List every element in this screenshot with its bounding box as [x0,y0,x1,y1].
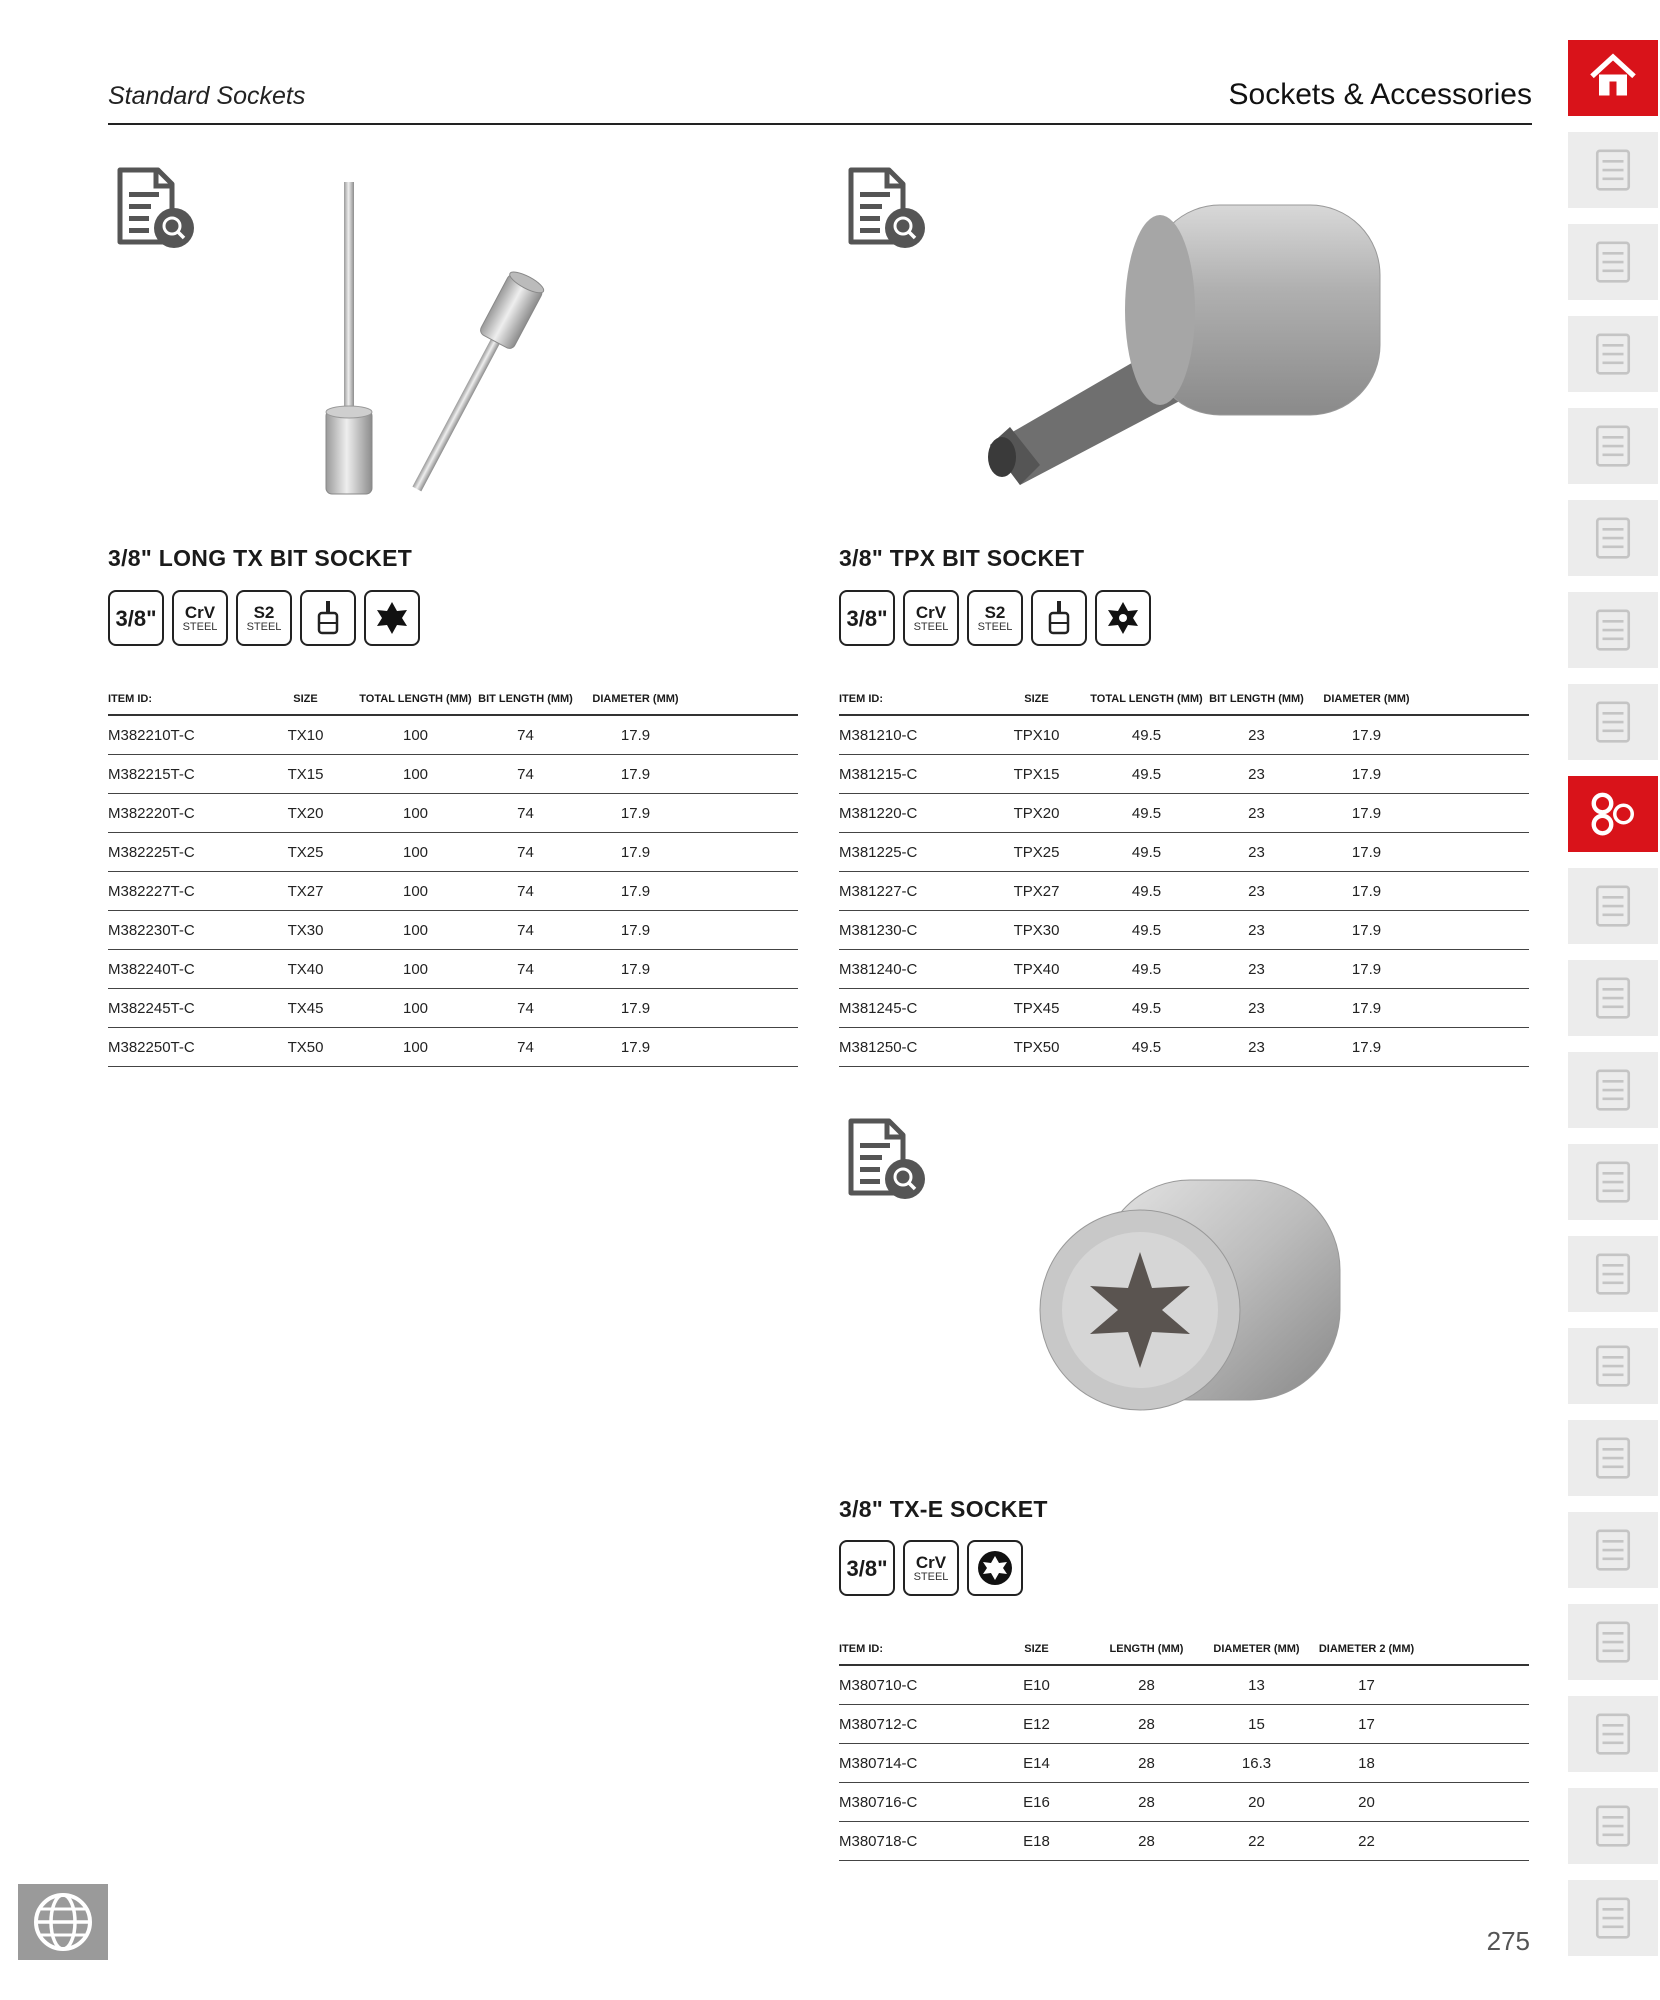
crv-steel-icon: CrV STEEL [903,1540,959,1596]
table-cell-spacer [698,1028,798,1067]
drive-size-icon: 3/8" [108,590,164,646]
table-cell: M381220-C [839,794,989,833]
table-cell: M380718-C [839,1822,989,1861]
table-cell: 100 [353,1028,478,1067]
table-cell: 17.9 [573,989,698,1028]
table-cell: 18 [1304,1744,1429,1783]
table-cell: 23 [1209,715,1304,755]
sidebar-item-home[interactable] [1568,40,1658,116]
home-icon [1585,50,1641,106]
table-body [839,715,1529,1067]
cutter-icon [1585,1522,1641,1578]
table-cell: M382250T-C [108,1028,258,1067]
crv-steel-icon: CrV STEEL [172,590,228,646]
table-cell: M381215-C [839,755,989,794]
table-cell: 100 [353,989,478,1028]
sidebar-item-hammer[interactable] [1568,1880,1658,1956]
table-cell: 15 [1209,1705,1304,1744]
feature-badges [839,1540,1023,1596]
table-cell: TX15 [258,755,353,794]
section-title: Standard Sockets [108,82,306,110]
bit-set-icon [1585,510,1641,566]
table-row [108,911,798,950]
table-cell-spacer [1429,1822,1529,1861]
col-header: SIZE [989,690,1084,715]
pliers-icon [1585,1338,1641,1394]
table-cell: TX45 [258,989,353,1028]
table-cell: 17.9 [1304,715,1429,755]
table-cell: 17.9 [1304,833,1429,872]
sidebar-item-gears[interactable] [1568,1788,1658,1864]
datasheet-search-icon[interactable] [843,164,933,254]
table-cell: 23 [1209,989,1304,1028]
s2-steel-icon: S2 STEEL [236,590,292,646]
table-cell: 28 [1084,1665,1209,1705]
table-cell: 49.5 [1084,833,1209,872]
table-cell: 23 [1209,911,1304,950]
workbench-icon [1585,602,1641,658]
tool-tray-icon [1585,234,1641,290]
tamper-torx-icon [1095,590,1151,646]
table-body [839,1665,1529,1861]
table-cell: 49.5 [1084,794,1209,833]
page-number: 275 [1486,1926,1530,1956]
table-cell-spacer [698,833,798,872]
spanner-icon [1585,970,1641,1026]
table-cell: M382230T-C [108,911,258,950]
table-row [108,833,798,872]
table-cell: 74 [478,1028,573,1067]
sidebar-item-screwdriver[interactable] [1568,1052,1658,1128]
table-cell: 17.9 [1304,1028,1429,1067]
table-cell: M380714-C [839,1744,989,1783]
table-cell-spacer [698,755,798,794]
table-cell-spacer [1429,950,1529,989]
col-header: ITEM ID: [839,1640,989,1665]
table-cell: 49.5 [1084,715,1209,755]
table-cell: E14 [989,1744,1084,1783]
col-header: DIAMETER (MM) [1209,1640,1304,1665]
table-cell-spacer [1429,833,1529,872]
table-cell-spacer [1429,1705,1529,1744]
table-cell-spacer [1429,872,1529,911]
sidebar-item-spanner[interactable] [1568,960,1658,1036]
table-row [108,794,798,833]
sockets-icon [1585,786,1641,842]
table-cell: 28 [1084,1744,1209,1783]
table-cell-spacer [1429,715,1529,755]
table-cell: TPX15 [989,755,1084,794]
table-cell: TPX40 [989,950,1084,989]
table-cell: 49.5 [1084,755,1209,794]
table-cell: M382245T-C [108,989,258,1028]
feature-badges [839,590,1151,646]
table-cell: TX50 [258,1028,353,1067]
table-cell: 100 [353,950,478,989]
wrench-icon [1585,878,1641,934]
table-cell: 17.9 [573,833,698,872]
table-cell-spacer [1429,1783,1529,1822]
spec-table [839,690,1529,1067]
table-cell-spacer [1429,1744,1529,1783]
table-cell-spacer [1429,989,1529,1028]
table-cell: 28 [1084,1783,1209,1822]
sidebar-item-pliers[interactable] [1568,1328,1658,1404]
ratchet-icon [1585,694,1641,750]
table-cell: 23 [1209,872,1304,911]
table-row [839,872,1529,911]
s2-steel-icon: S2 STEEL [967,590,1023,646]
table-cell: 22 [1304,1822,1429,1861]
table-row [839,1028,1529,1067]
table-cell: 74 [478,872,573,911]
datasheet-search-icon[interactable] [843,1115,933,1205]
crv-steel-icon: CrV STEEL [903,590,959,646]
sidebar-item-workbench[interactable] [1568,592,1658,668]
table-cell: 74 [478,715,573,755]
table-row [839,1783,1529,1822]
table-cell-spacer [1429,911,1529,950]
table-row [108,872,798,911]
table-cell: 74 [478,989,573,1028]
category-sidebar [1568,40,1658,1972]
table-cell: 17.9 [1304,794,1429,833]
product-title: 3/8" LONG TX BIT SOCKET [108,545,413,571]
col-header: SIZE [258,690,353,715]
tool-module-icon [1585,418,1641,474]
globe-icon [31,1890,95,1954]
tape-measure-icon [1585,1614,1641,1670]
table-cell: 74 [478,950,573,989]
table-cell: 23 [1209,794,1304,833]
tool-cabinet-icon [1585,142,1641,198]
header-divider [108,123,1532,125]
table-cell: M381250-C [839,1028,989,1067]
table-cell: E16 [989,1783,1084,1822]
table-cell: TPX50 [989,1028,1084,1067]
chapter-title: Sockets & Accessories [1228,78,1532,111]
tool-trolley-icon [1585,326,1641,382]
table-cell: TPX20 [989,794,1084,833]
feature-badges [108,590,420,646]
electrical-icon [1585,1430,1641,1486]
col-header: SIZE [989,1640,1084,1665]
table-cell-spacer [698,872,798,911]
table-cell: M381240-C [839,950,989,989]
table-cell: 100 [353,833,478,872]
sidebar-item-tool-cabinet[interactable] [1568,132,1658,208]
table-cell: TPX10 [989,715,1084,755]
table-cell: 23 [1209,1028,1304,1067]
table-cell: 100 [353,755,478,794]
col-header: DIAMETER (MM) [1304,690,1429,715]
table-row [839,1822,1529,1861]
col-header: ITEM ID: [839,690,989,715]
table-row [839,755,1529,794]
table-row [108,755,798,794]
table-cell: TX30 [258,911,353,950]
table-cell: 17 [1304,1665,1429,1705]
table-cell: TPX25 [989,833,1084,872]
torx-star-icon [364,590,420,646]
sidebar-item-tool-trolley[interactable] [1568,316,1658,392]
table-cell: 20 [1304,1783,1429,1822]
table-cell-spacer [1429,1028,1529,1067]
hammer-icon [1585,1890,1641,1946]
table-cell: 74 [478,911,573,950]
table-cell: M380712-C [839,1705,989,1744]
table-cell: M382220T-C [108,794,258,833]
screwdriver-icon [1585,1062,1641,1118]
table-cell: 74 [478,755,573,794]
table-row [839,794,1529,833]
table-cell: TX40 [258,950,353,989]
table-cell: 20 [1209,1783,1304,1822]
table-cell-spacer [698,715,798,755]
table-cell: 17.9 [573,911,698,950]
sidebar-item-tool-module[interactable] [1568,408,1658,484]
sidebar-item-tool-tray[interactable] [1568,224,1658,300]
table-cell: 28 [1084,1705,1209,1744]
table-cell: M380716-C [839,1783,989,1822]
table-row [839,989,1529,1028]
table-cell: 17.9 [573,794,698,833]
table-cell: 17 [1304,1705,1429,1744]
table-cell: M381245-C [839,989,989,1028]
e-torx-icon [967,1540,1023,1596]
sidebar-item-cutter[interactable] [1568,1512,1658,1588]
table-cell-spacer [698,989,798,1028]
sidebar-item-electrical[interactable] [1568,1420,1658,1496]
table-cell: 49.5 [1084,872,1209,911]
table-row [839,1744,1529,1783]
table-cell: TX10 [258,715,353,755]
spec-table [839,1640,1529,1861]
bit-socket-icon [300,590,356,646]
col-header: TOTAL LENGTH (MM) [353,690,478,715]
col-header: BIT LENGTH (MM) [478,690,573,715]
table-cell: 17.9 [1304,989,1429,1028]
table-cell: 17.9 [573,872,698,911]
table-cell: 17.9 [573,755,698,794]
table-cell: M381230-C [839,911,989,950]
table-row [839,950,1529,989]
table-cell: 23 [1209,950,1304,989]
drive-size-icon: 3/8" [839,590,895,646]
datasheet-search-icon[interactable] [112,164,202,254]
sidebar-item-knife[interactable] [1568,1236,1658,1312]
spec-table [108,690,798,1067]
bit-socket-icon [1031,590,1087,646]
sidebar-item-hex-key[interactable] [1568,1144,1658,1220]
product-title: 3/8" TPX BIT SOCKET [839,545,1085,571]
table-cell: 17.9 [1304,755,1429,794]
table-cell: M382210T-C [108,715,258,755]
col-header: DIAMETER (MM) [573,690,698,715]
table-cell: E18 [989,1822,1084,1861]
drive-size-icon: 3/8" [839,1540,895,1596]
col-header: BIT LENGTH (MM) [1209,690,1304,715]
table-cell: 13 [1209,1665,1304,1705]
knife-icon [1585,1246,1641,1302]
table-row [839,715,1529,755]
table-cell-spacer [698,950,798,989]
table-cell-spacer [1429,755,1529,794]
table-cell: M382227T-C [108,872,258,911]
table-cell: 17.9 [1304,872,1429,911]
table-cell: TPX45 [989,989,1084,1028]
table-row [108,715,798,755]
table-cell: 100 [353,911,478,950]
sidebar-item-gear[interactable] [1568,1696,1658,1772]
table-row [108,1028,798,1067]
table-cell: M381225-C [839,833,989,872]
table-cell: 22 [1209,1822,1304,1861]
table-cell: TX25 [258,833,353,872]
table-cell-spacer [698,794,798,833]
table-cell: 16.3 [1209,1744,1304,1783]
table-cell: M382215T-C [108,755,258,794]
table-cell: 49.5 [1084,1028,1209,1067]
table-cell: 23 [1209,833,1304,872]
table-cell: 17.9 [573,715,698,755]
long-tx-bit-socket-photo [290,170,610,520]
table-cell: 23 [1209,755,1304,794]
table-cell: M381210-C [839,715,989,755]
table-cell: M382225T-C [108,833,258,872]
table-row [839,1665,1529,1705]
tx-e-socket-photo [1030,1170,1350,1450]
col-header: DIAMETER 2 (MM) [1304,1640,1429,1665]
col-header: TOTAL LENGTH (MM) [1084,690,1209,715]
table-row [108,989,798,1028]
table-cell: 74 [478,794,573,833]
col-header: ITEM ID: [108,690,258,715]
table-body [108,715,798,1067]
table-cell: 17.9 [1304,911,1429,950]
sidebar-item-ratchet[interactable] [1568,684,1658,760]
table-cell: 100 [353,715,478,755]
sidebar-item-wrench[interactable] [1568,868,1658,944]
table-cell: TPX30 [989,911,1084,950]
table-cell: TX20 [258,794,353,833]
sidebar-item-tape-measure[interactable] [1568,1604,1658,1680]
gear-icon [1585,1706,1641,1762]
table-cell: M380710-C [839,1665,989,1705]
sidebar-item-sockets[interactable] [1568,776,1658,852]
table-cell: 17.9 [1304,950,1429,989]
table-cell-spacer [1429,1665,1529,1705]
gears-icon [1585,1798,1641,1854]
hex-key-icon [1585,1154,1641,1210]
table-row [839,1705,1529,1744]
table-cell-spacer [1429,794,1529,833]
product-title: 3/8" TX-E SOCKET [839,1496,1048,1522]
sidebar-item-bit-set[interactable] [1568,500,1658,576]
table-cell: 74 [478,833,573,872]
table-cell: TPX27 [989,872,1084,911]
table-cell: TX27 [258,872,353,911]
table-cell: 49.5 [1084,950,1209,989]
table-cell: M381227-C [839,872,989,911]
table-row [839,833,1529,872]
table-cell: M382240T-C [108,950,258,989]
col-header: LENGTH (MM) [1084,1640,1209,1665]
table-cell-spacer [698,911,798,950]
table-row [839,911,1529,950]
table-cell: 49.5 [1084,989,1209,1028]
table-cell: 28 [1084,1822,1209,1861]
table-cell: E12 [989,1705,1084,1744]
tpx-bit-socket-photo [980,195,1400,505]
table-cell: 17.9 [573,950,698,989]
table-cell: 17.9 [573,1028,698,1067]
table-row [108,950,798,989]
table-cell: 100 [353,872,478,911]
website-link[interactable] [18,1884,108,1960]
table-cell: 49.5 [1084,911,1209,950]
table-cell: 100 [353,794,478,833]
table-cell: E10 [989,1665,1084,1705]
